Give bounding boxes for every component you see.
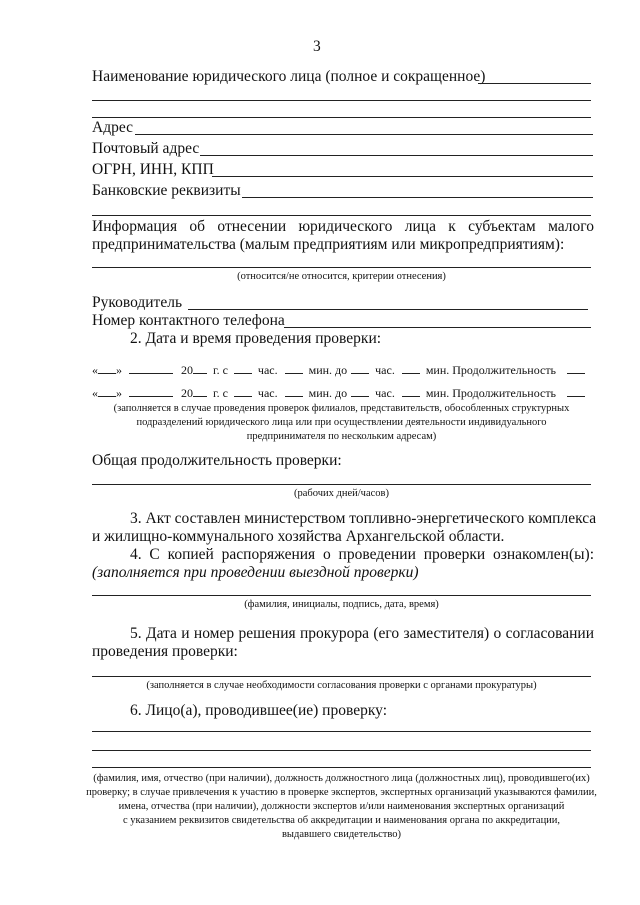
legal-entity-name-line-3[interactable]: [92, 117, 591, 118]
legal-entity-name-label: Наименование юридического лица (полное и сокращенное): [92, 68, 486, 85]
duration-field[interactable]: [567, 384, 585, 397]
section-4-line-1: 4. С копией распоряжения о проведении проверки ознакомлен(ы):: [130, 546, 594, 563]
minute-to-field[interactable]: [402, 384, 420, 397]
open-quote: «: [92, 386, 98, 400]
small-business-info-line-1: Информация об отнесении юридического лица к субъектам малого: [92, 218, 594, 235]
year-field[interactable]: [193, 361, 207, 374]
hour-from-field[interactable]: [234, 384, 252, 397]
postal-address-field[interactable]: [200, 155, 593, 156]
section-3-line-2: и жилищно-коммунального хозяйства Архангельской области.: [92, 528, 505, 545]
section-6-note-line-5: выдавшего свидетельство): [281, 829, 402, 840]
prosecutor-decision-field[interactable]: [92, 676, 591, 677]
from-label: г. с: [213, 363, 228, 377]
month-field[interactable]: [129, 384, 173, 397]
inspector-field-1[interactable]: [92, 731, 591, 732]
director-field[interactable]: [188, 309, 588, 310]
year-field[interactable]: [193, 384, 207, 397]
close-quote: »: [116, 363, 122, 377]
hour-to-field[interactable]: [351, 384, 369, 397]
acquaintance-field[interactable]: [92, 595, 591, 596]
section-2-note-line-1: (заполняется в случае проведения проверок филиалов, представительств, обособленных структурных: [113, 403, 570, 414]
hours-label: час.: [375, 363, 395, 377]
section-6-note-line-2: проверку; в случае привлечения к участию в проверке экспертов, экспертных организаций указываются фамилии,: [86, 787, 597, 798]
section-6-title: 6. Лицо(а), проводившее(ие) проверку:: [130, 702, 387, 719]
address-field[interactable]: [135, 134, 593, 135]
close-quote: »: [116, 386, 122, 400]
bank-details-line-2[interactable]: [92, 215, 591, 216]
page-number: 3: [313, 38, 321, 55]
director-label: Руководитель: [92, 294, 183, 311]
ogrn-inn-kpp-label: ОГРН, ИНН, КПП: [92, 161, 214, 178]
open-quote: «: [92, 363, 98, 377]
day-field[interactable]: [98, 384, 116, 397]
from-label: г. с: [213, 386, 228, 400]
minute-from-field[interactable]: [285, 384, 303, 397]
minutes-duration-label: мин. Продолжительность: [425, 386, 557, 400]
section-6-note-line-3: имена, отчества (при наличии), должности экспертов и/или наименования экспертных организаций: [118, 801, 565, 812]
hour-from-field[interactable]: [234, 361, 252, 374]
hours-label: час.: [257, 386, 278, 400]
section-6-note-line-1: (фамилия, имя, отчество (при наличии), должность должностного лица (должностных лиц), проводившего(их): [93, 773, 590, 784]
minute-from-field[interactable]: [285, 361, 303, 374]
inspector-field-2[interactable]: [92, 750, 591, 751]
small-business-hint: (относится/не относится, критерии отнесения): [237, 271, 446, 282]
phone-field[interactable]: [284, 327, 591, 328]
duration-field[interactable]: [567, 361, 585, 374]
minutes-to-label: мин. до: [308, 386, 348, 400]
legal-entity-name-field[interactable]: [478, 83, 591, 84]
legal-entity-name-line-2[interactable]: [92, 100, 591, 101]
section-6-note-line-4: с указанием реквизитов свидетельства об аккредитации и наименования органа по аккредитации,: [122, 815, 561, 826]
total-duration-label: Общая продолжительность проверки:: [92, 452, 342, 469]
section-3-line-1: 3. Акт составлен министерством топливно-энергетического комплекса: [130, 510, 597, 527]
section-5-line-2: проведения проверки:: [92, 643, 238, 660]
section-5-hint: (заполняется в случае необходимости согласования проверки с органами прокуратуры): [146, 680, 537, 691]
section-4-line-2: (заполняется при проведении выездной проверки): [92, 564, 419, 581]
small-business-field[interactable]: [92, 267, 591, 268]
postal-address-label: Почтовый адрес: [92, 140, 200, 157]
minute-to-field[interactable]: [402, 361, 420, 374]
day-field[interactable]: [98, 361, 116, 374]
month-field[interactable]: [129, 361, 173, 374]
section-5-line-1: 5. Дата и номер решения прокурора (его заместителя) о согласовании: [130, 625, 594, 642]
phone-label: Номер контактного телефона: [92, 312, 285, 329]
section-2-note-line-3: предпринимателя по нескольким адресам): [246, 431, 437, 442]
section-2-note-line-2: подразделений юридического лица или при осуществлении деятельности индивидуального: [136, 417, 547, 428]
year-prefix: 20: [181, 386, 193, 400]
total-duration-field[interactable]: [92, 484, 591, 485]
date-time-row-2: [92, 384, 585, 400]
address-label: Адрес: [92, 119, 133, 136]
bank-details-label: Банковские реквизиты: [92, 182, 241, 199]
minutes-duration-label: мин. Продолжительность: [425, 363, 557, 377]
section-2-title: 2. Дата и время проведения проверки:: [130, 330, 382, 347]
year-prefix: 20: [181, 363, 193, 377]
hours-label: час.: [257, 363, 278, 377]
small-business-info-line-2: предпринимательства (малым предприятиям или микропредприятиям):: [92, 236, 565, 253]
date-time-row-1: [92, 361, 585, 377]
section-4-hint: (фамилия, инициалы, подпись, дата, время): [244, 599, 439, 610]
total-duration-hint: (рабочих дней/часов): [294, 488, 389, 499]
inspector-field-3[interactable]: [92, 767, 591, 768]
minutes-to-label: мин. до: [308, 363, 348, 377]
bank-details-field[interactable]: [242, 197, 593, 198]
hours-label: час.: [375, 386, 395, 400]
ogrn-inn-kpp-field[interactable]: [212, 176, 593, 177]
hour-to-field[interactable]: [351, 361, 369, 374]
